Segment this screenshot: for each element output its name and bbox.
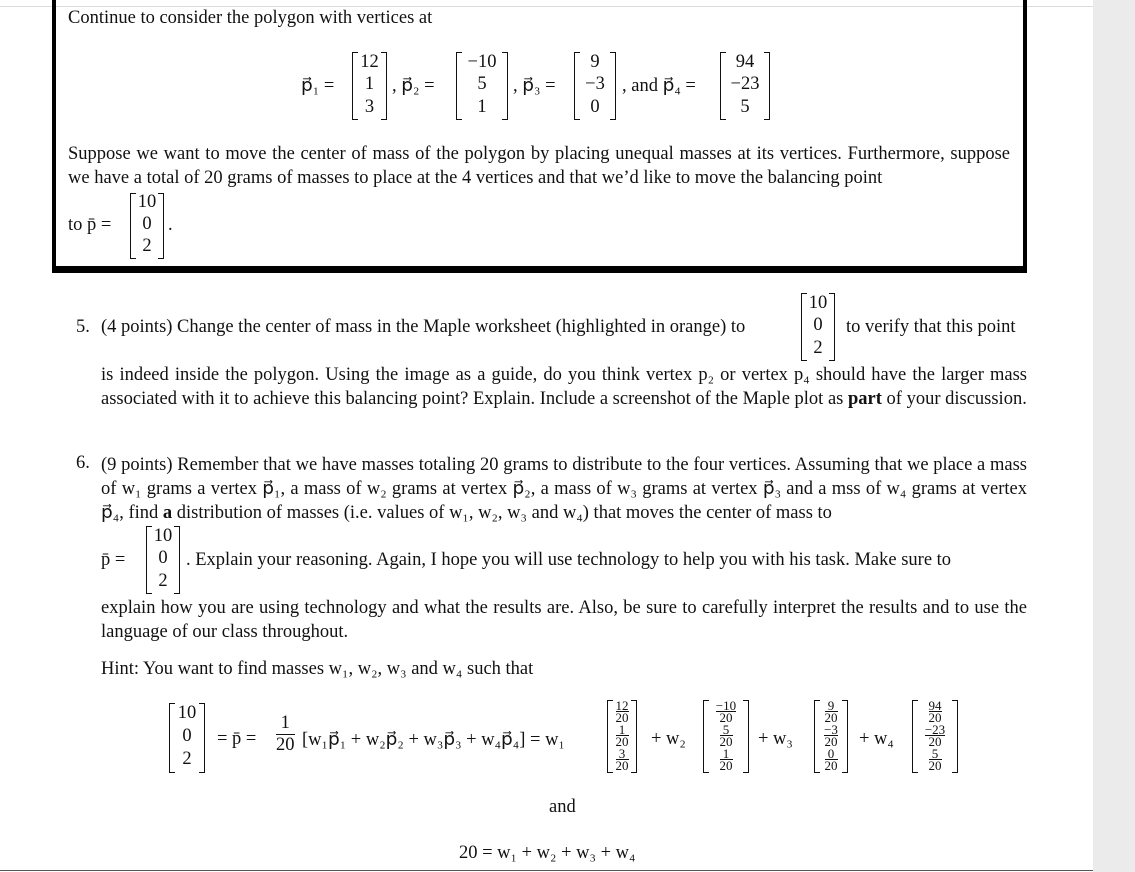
q6-body [101,453,1027,525]
eq-vector-v4 [912,700,958,773]
vector-entry: 10 [808,293,828,313]
vector-entry: 12 [360,52,379,72]
vector-entry: 9 [590,52,600,72]
eq-bracket: [w₁p⃗₁ + w₂p⃗₂ + w₃p⃗₃ + w₄p⃗₄] = w₁ [302,730,565,750]
frac-cell: $\frac{9}{20}$ [824,698,838,725]
frac-cell: $\frac{12}{20}$ [615,698,629,725]
frac-cell: $\frac{5}{20}$ [719,722,733,749]
q6-bold-a: a [162,503,173,523]
vector-entry: 10 [153,526,173,546]
q5-text-b: to verify that this point [846,317,1016,337]
vector-entry: 2 [158,571,168,591]
frac-cell: $\frac{1}{20}$ [719,746,733,773]
vector-p2 [456,52,508,120]
eq-sum: 20 = w₁ + w₂ + w₃ + w₄ [459,843,636,863]
vector-entry: 5 [740,97,750,117]
q5-bold-part: part [847,389,882,409]
eq-lhs-vector [169,703,205,773]
period: . [168,215,173,235]
q6-text-a: (9 points) Remember that we have masses totaling 20 grams to distribute to the four vertices. Assuming that we place a mass of w₁ grams a vertex p⃗₁, a mass of w₂ grams at vertex p⃗₂, a mass of w₃ grams at vertex p⃗₃ and a mss of w₄ grams at vertex p⃗₄, find [101,455,1027,523]
eq-fraction [276,713,295,756]
intro-suppose: Suppose we want to move the center of mass of the polygon by placing unequal masses at its vertices. Furthermore, suppose we have a total of 20 grams of masses to place at the 4 vertices and that we’d like to move the balancing point [68,144,1010,188]
vector-entry: 0 [158,548,168,568]
frac-cell: $\frac{0}{20}$ [824,746,838,773]
frac-cell: $\frac{3}{20}$ [615,746,629,773]
vector-entry: 0 [142,214,152,234]
eq-vector-v1 [607,700,637,773]
q5-text-c: is indeed inside the polygon. Using the image as a guide, do you think vertex p₂ or vertex p₄ should have the larger mass associated with it to achieve this balancing point? Explain. Include a screenshot of the Maple plot as [101,365,1027,409]
q6-text-b: distribution of masses (i.e. values of w₁, w₂, w₃ and w₄) that moves the center of mass to [176,503,832,523]
eq-and: and [549,797,576,817]
vector-entry: 5 [477,74,487,94]
vector-p4 [720,52,770,120]
q6-vector [146,526,180,594]
vector-p1 [352,52,387,120]
vector-entry: 3 [364,97,375,117]
eq-plus-w2: + w₂ [651,729,686,749]
label-p4: , and p⃗₄ = [622,76,696,96]
frac-cell: $\frac{-10}{20}$ [715,698,737,725]
vector-p3 [574,52,616,120]
q6-text-d: explain how you are using technology and what the results are. Also, be sure to carefully interpret the results and to use the language of our class throughout. [101,598,1027,642]
vector-entry: 2 [813,338,823,358]
vector-entry: 0 [182,726,192,746]
q5-text-d: of your discussion. [886,389,1027,409]
vector-entry: 1 [364,74,375,94]
vector-entry: 94 [735,52,755,72]
vector-entry: 0 [813,315,823,335]
eq-vector-v3 [814,700,848,773]
vector-entry: 2 [182,749,192,769]
vector-entry: −23 [730,74,760,94]
frac-cell: $\frac{94}{20}$ [928,698,942,725]
label-p3: , p⃗₃ = [513,76,556,96]
eq-plus-w3: + w₃ [758,729,793,749]
target-vector [130,193,164,259]
vector-entry: 10 [137,192,157,212]
label-p2: , p⃗₂ = [392,76,435,96]
q5-vector [801,293,835,361]
vector-entry: −3 [585,74,605,94]
q5-body [101,363,1027,411]
q6-number: 6. [76,453,90,473]
q6-pbar-label: p̄ = [101,550,126,570]
eq-plus-w4: + w₄ [859,729,894,749]
label-pbar: to p̄ = [68,215,112,235]
page-bottom-rule [0,870,1093,871]
intro-line: Continue to consider the polygon with vertices at [68,8,433,28]
scrollbar-track[interactable] [1093,0,1135,872]
frac-den: 20 [276,735,295,755]
frac-cell: $\frac{-23}{20}$ [924,722,946,749]
frac-cell: $\frac{-3}{20}$ [824,722,838,749]
problem-context-box [52,0,1027,273]
vector-entry: 1 [477,97,487,117]
q6-text-c: . Explain your reasoning. Again, I hope you will use technology to help you with his task. Make sure to [186,550,952,570]
eq-mid: = p̄ = [217,729,257,749]
vector-entry: 2 [142,236,152,256]
vector-entry: −10 [467,52,497,72]
vector-entry: 10 [177,703,197,723]
q5-text-a: (4 points) Change the center of mass in the Maple worksheet (highlighted in orange) to [101,317,746,337]
label-p1: p⃗₁ = [301,76,335,96]
q6-hint: Hint: You want to find masses w₁, w₂, w₃ and w₄ such that [101,659,534,679]
frac-num: 1 [276,713,295,735]
vector-entry: 0 [590,97,600,117]
eq-vector-v2 [703,700,749,773]
q5-number: 5. [76,317,90,337]
frac-cell: $\frac{1}{20}$ [615,722,629,749]
frac-cell: $\frac{5}{20}$ [928,746,942,773]
